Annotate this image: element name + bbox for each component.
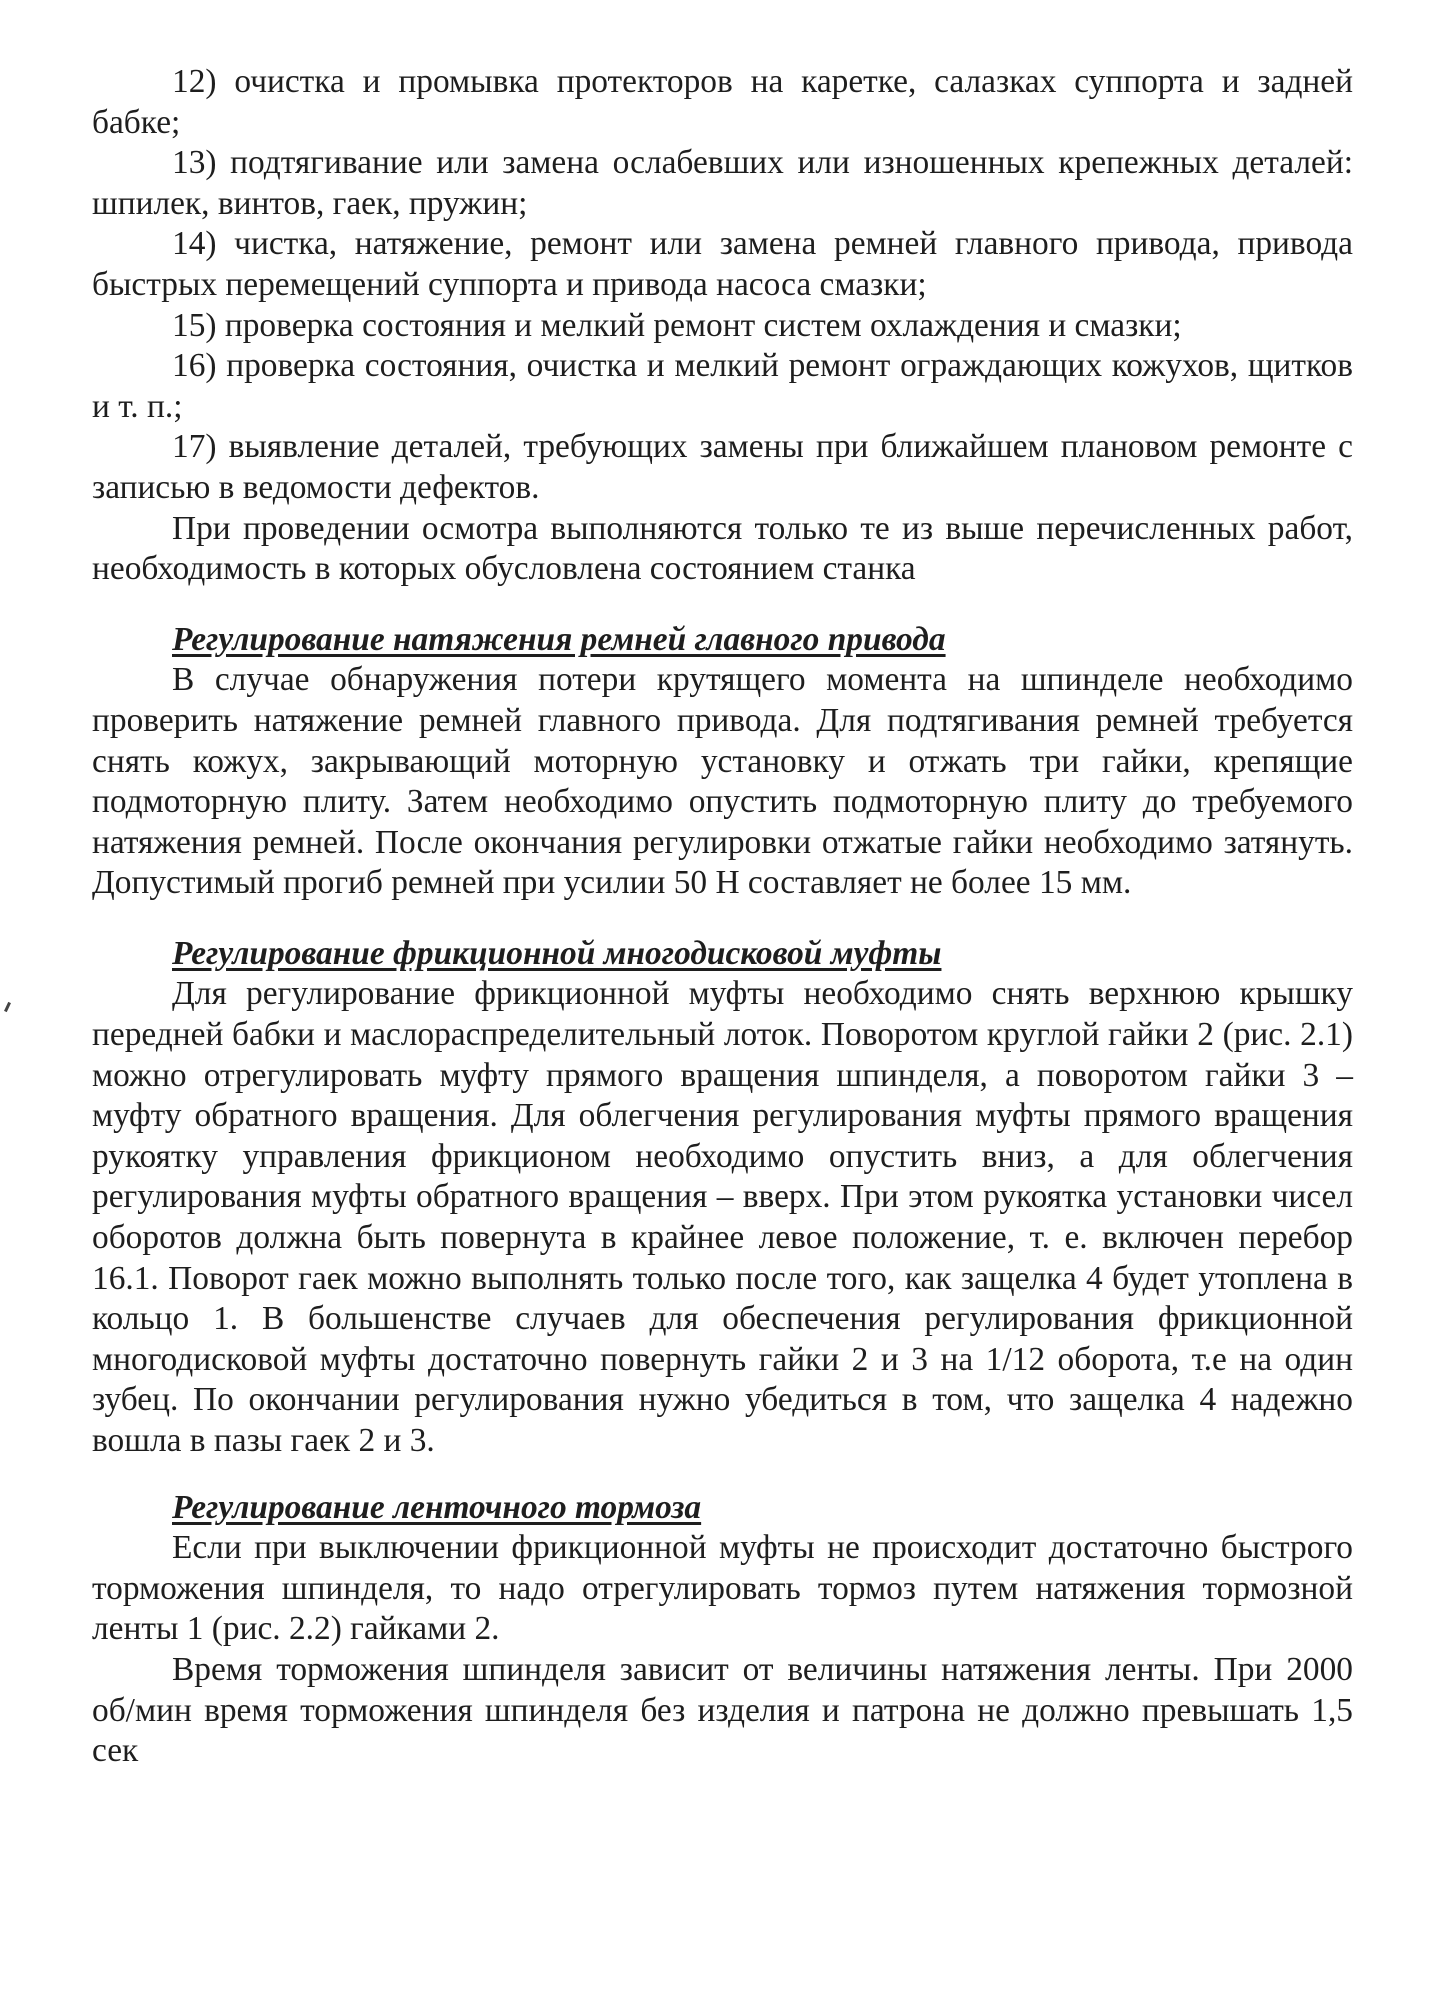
section-heading-band-brake: Регулирование ленточного тормоза: [172, 1488, 702, 1526]
section-heading-belt-tension: Регулирование натяжения ремней главного привода: [172, 620, 946, 658]
section-paragraph-belt-tension: В случае обнаружения потери крутящего момента на шпинделе необходимо проверить натяжение ремней главного привода. Для подтягивания ремней требуется снять кожух, закрывающий моторную установку и отжать три гайки, крепящие подмоторную плиту. Затем необходимо опустить подмоторную плиту до требуемого натяжения ремней. После окончания регулировки отжатые гайки необходимо затянуть. Допустимый прогиб ремней при усилии 50 Н составляет не более 15 мм.: [92, 661, 1353, 902]
inspection-note: При проведении осмотра выполняются только те из выше перечисленных работ, необходимость в которых обусловлена состоянием станка: [92, 509, 1353, 588]
scan-artifact-mark: [4, 1002, 11, 1012]
list-item-15: 15) проверка состояния и мелкий ремонт систем охлаждения и смазки;: [172, 306, 1182, 344]
section-heading-friction-clutch: Регулирование фрикционной многодисковой муфты: [172, 934, 942, 972]
list-item-13: 13) подтягивание или замена ослабевших или изношенных крепежных деталей: шпилек, винтов, гаек, пружин;: [92, 144, 1353, 222]
list-item-14: 14) чистка, натяжение, ремонт или замена ремней главного привода, привода быстрых перемещений суппорта и привода насоса смазки;: [92, 225, 1353, 303]
list-item-17: 17) выявление деталей, требующих замены при ближайшем плановом ремонте с записью в ведомости дефектов.: [92, 428, 1353, 506]
list-item-16: 16) проверка состояния, очистка и мелкий ремонт ограждающих кожухов, щитков и т. п.;: [92, 347, 1353, 425]
section-paragraph-friction-clutch: Для регулирование фрикционной муфты необходимо снять верхнюю крышку передней бабки и маслораспределительный лоток. Поворотом круглой гайки 2 (рис. 2.1) можно отрегулировать муфту прямого вращения шпинделя, а поворотом гайки 3 – муфту обратного вращения. Для облегчения регулирования муфты прямого вращения рукоятку управления фрикционом необходимо опустить вниз, а для облегчения регулирования муфты обратного вращения – вверх. При этом рукоятка установки чисел оборотов должна быть повернута в крайнее левое положение, т. е. включен перебор 16.1. Поворот гаек можно выполнять только после того, как защелка 4 будет утоплена в кольцо 1. В большенстве случаев для обеспечения регулирования фрикционной многодисковой муфты достаточно повернуть гайки 2 и 3 на 1/12 оборота, т.е на один зубец. По окончании регулирования нужно убедиться в том, что защелка 4 надежно вошла в пазы гаек 2 и 3.: [92, 975, 1353, 1459]
section-paragraph-band-brake-2: Время торможения шпинделя зависит от величины натяжения ленты. При 2000 об/мин время торможения шпинделя без изделия и патрона не должно превышать 1,5 сек: [92, 1650, 1353, 1770]
list-item-12: 12) очистка и промывка протекторов на каретке, салазках суппорта и задней бабке;: [92, 63, 1353, 141]
section-paragraph-band-brake-1: Если при выключении фрикционной муфты не происходит достаточно быстрого торможения шпинделя, то надо отрегулировать тормоз путем натяжения тормозной ленты 1 (рис. 2.2) гайками 2.: [92, 1529, 1353, 1648]
